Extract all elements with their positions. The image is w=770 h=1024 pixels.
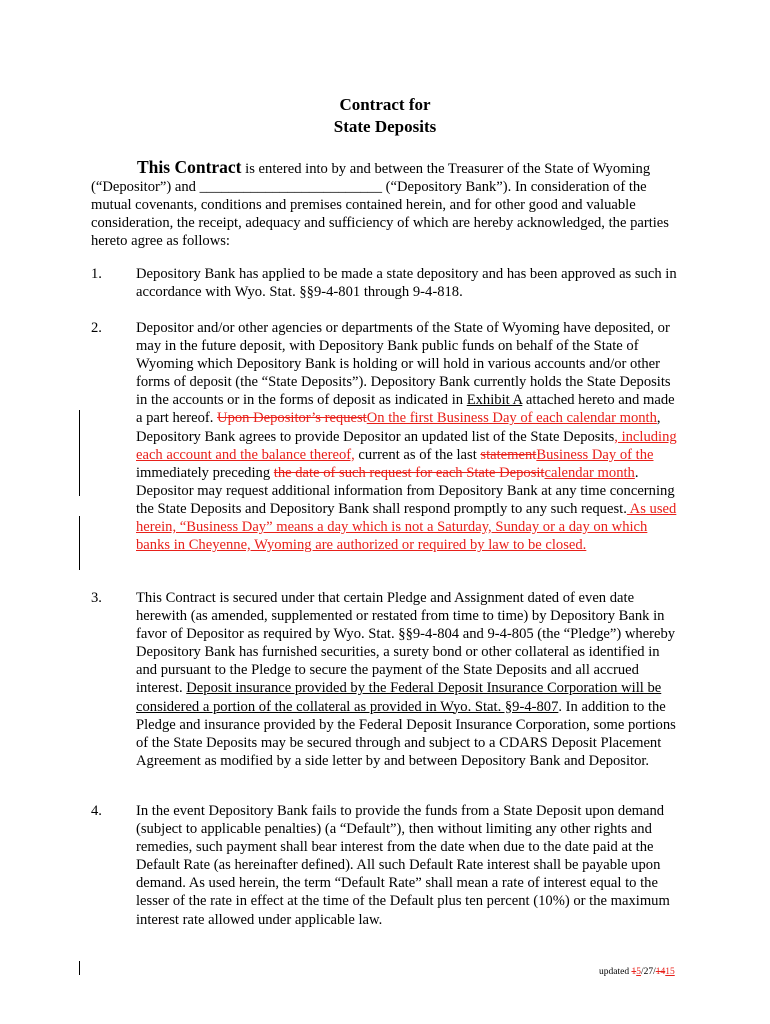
section-3-part: . In addition to the Pledge and insurance provided by the Federal Deposit Insurance Corporation, some portions of the State Deposits may be secured through and subject to a CDARS Deposit Placement Agreement as modified by a side letter by and between Depository Bank and Depositor. bbox=[136, 698, 676, 769]
section-1-text: Depository Bank has applied to be made a state depository and has been approved as such in accordance with Wyo. Stat. §§9-4-801 through 9-4-818. bbox=[136, 266, 677, 301]
inserted-text: On the first Business Day of each calendar month bbox=[366, 410, 657, 427]
revision-change-bar bbox=[79, 961, 80, 975]
section-2-part: Depositor and/or other agencies or departments of the State of Wyoming have deposited, or may in the future deposit, with Depository Bank public funds on behalf of the State of Wyoming which Depository Bank is holding or will hold in various accounts and/or other forms of deposit (the “State Deposits”). Depository Bank currently holds the State Deposits in the accounts or in the forms of deposit as indicated in bbox=[136, 320, 671, 409]
inserted-text: , including each account and the balance thereof, bbox=[136, 428, 677, 463]
revision-change-bar bbox=[79, 516, 80, 570]
deleted-text: Upon Depositor’s request bbox=[217, 410, 367, 427]
section-3-part: This Contract is secured under that certain Pledge and Assignment dated of even date herewith (as amended, supplemented or restated from time to time) by Depository Bank in favor of Depositor as required by Wyo. Stat. §§9-4-804 and 9-4-805 (the “Pledge”) whereby Depository Bank has furnished securities, a surety bond or other collateral as identified in and pursuant to the Pledge to secure the payment of the State Deposits and all accrued interest. bbox=[136, 590, 676, 697]
section-2-part: , Depository Bank agrees to provide Depositor an updated list of the State Deposits bbox=[136, 410, 661, 445]
section-3-text bbox=[136, 589, 684, 770]
footer-mid: /27/ bbox=[640, 967, 656, 977]
intro-paragraph bbox=[91, 158, 683, 250]
deleted-text: the date of such request for each State Deposit bbox=[273, 464, 545, 481]
inserted-text: calendar month bbox=[544, 464, 635, 481]
document-title bbox=[0, 94, 770, 138]
inserted-text: As used herein, “Business Day” means a day which is not a Saturday, Sunday or a day on which banks in Cheyenne, Wyoming are authorized or required by law to be closed. bbox=[136, 500, 677, 554]
section-2-number: 2. bbox=[91, 320, 102, 336]
section-4-number: 4. bbox=[91, 803, 102, 819]
inserted-text: 5 bbox=[636, 967, 641, 977]
revision-change-bar bbox=[79, 410, 80, 496]
deleted-text: 14 bbox=[655, 967, 666, 977]
title-line-1: Contract for bbox=[339, 95, 431, 114]
inserted-text: Business Day of the bbox=[536, 446, 654, 463]
section-4-text: In the event Depository Bank fails to provide the funds from a State Deposit upon demand (subject to applicable penalties) (a “Default”), then without limiting any other rights and remedies, such payment shall bear interest from the date when due to the date paid at the Default Rate (as hereinafter defined). All such Default Rate interest shall be payable upon demand. As used herein, the term “Default Rate” shall mean a rate of interest equal to the lesser of the rate in effect at the time of the Default plus ten percent (10%) or the maximum interest rate allowed under applicable law. bbox=[136, 803, 670, 928]
intro-lead: This Contract bbox=[137, 157, 242, 177]
underlined-text: Deposit insurance provided by the Federal Deposit Insurance Corporation will be considered a portion of the collateral as provided in Wyo. Stat. §9-4-807 bbox=[136, 680, 662, 715]
section-2-part: current as of the last bbox=[354, 446, 481, 463]
title-line-2: State Deposits bbox=[333, 117, 437, 136]
exhibit-a-reference: Exhibit A bbox=[466, 392, 523, 409]
section-2-text bbox=[136, 319, 684, 554]
section-2-part: . Depositor may request additional information from Depository Bank at any time concerning the State Deposits and Depository Bank shall respond promptly to any such request. bbox=[136, 464, 675, 517]
section-3-number: 3. bbox=[91, 590, 102, 606]
footer-updated-date bbox=[599, 966, 675, 978]
section-2-part: attached hereto and made a part hereof. bbox=[136, 392, 675, 427]
section-2-part: immediately preceding bbox=[136, 464, 274, 481]
intro-text: is entered into by and between the Treasurer of the State of Wyoming (“Depositor”) and _________________________ (“Depository Bank”). In consideration of the mutual covenants, conditions and premises contained herein, and for other good and valuable consideration, the receipt, adequacy and sufficiency of which are hereby acknowledged, the parties hereto agree as follows: bbox=[91, 161, 669, 250]
footer-prefix: updated bbox=[599, 967, 632, 977]
deleted-text: statement bbox=[480, 446, 537, 463]
section-1-number: 1. bbox=[91, 266, 102, 282]
inserted-text: 15 bbox=[665, 967, 675, 977]
deleted-text: 1 bbox=[631, 967, 637, 977]
